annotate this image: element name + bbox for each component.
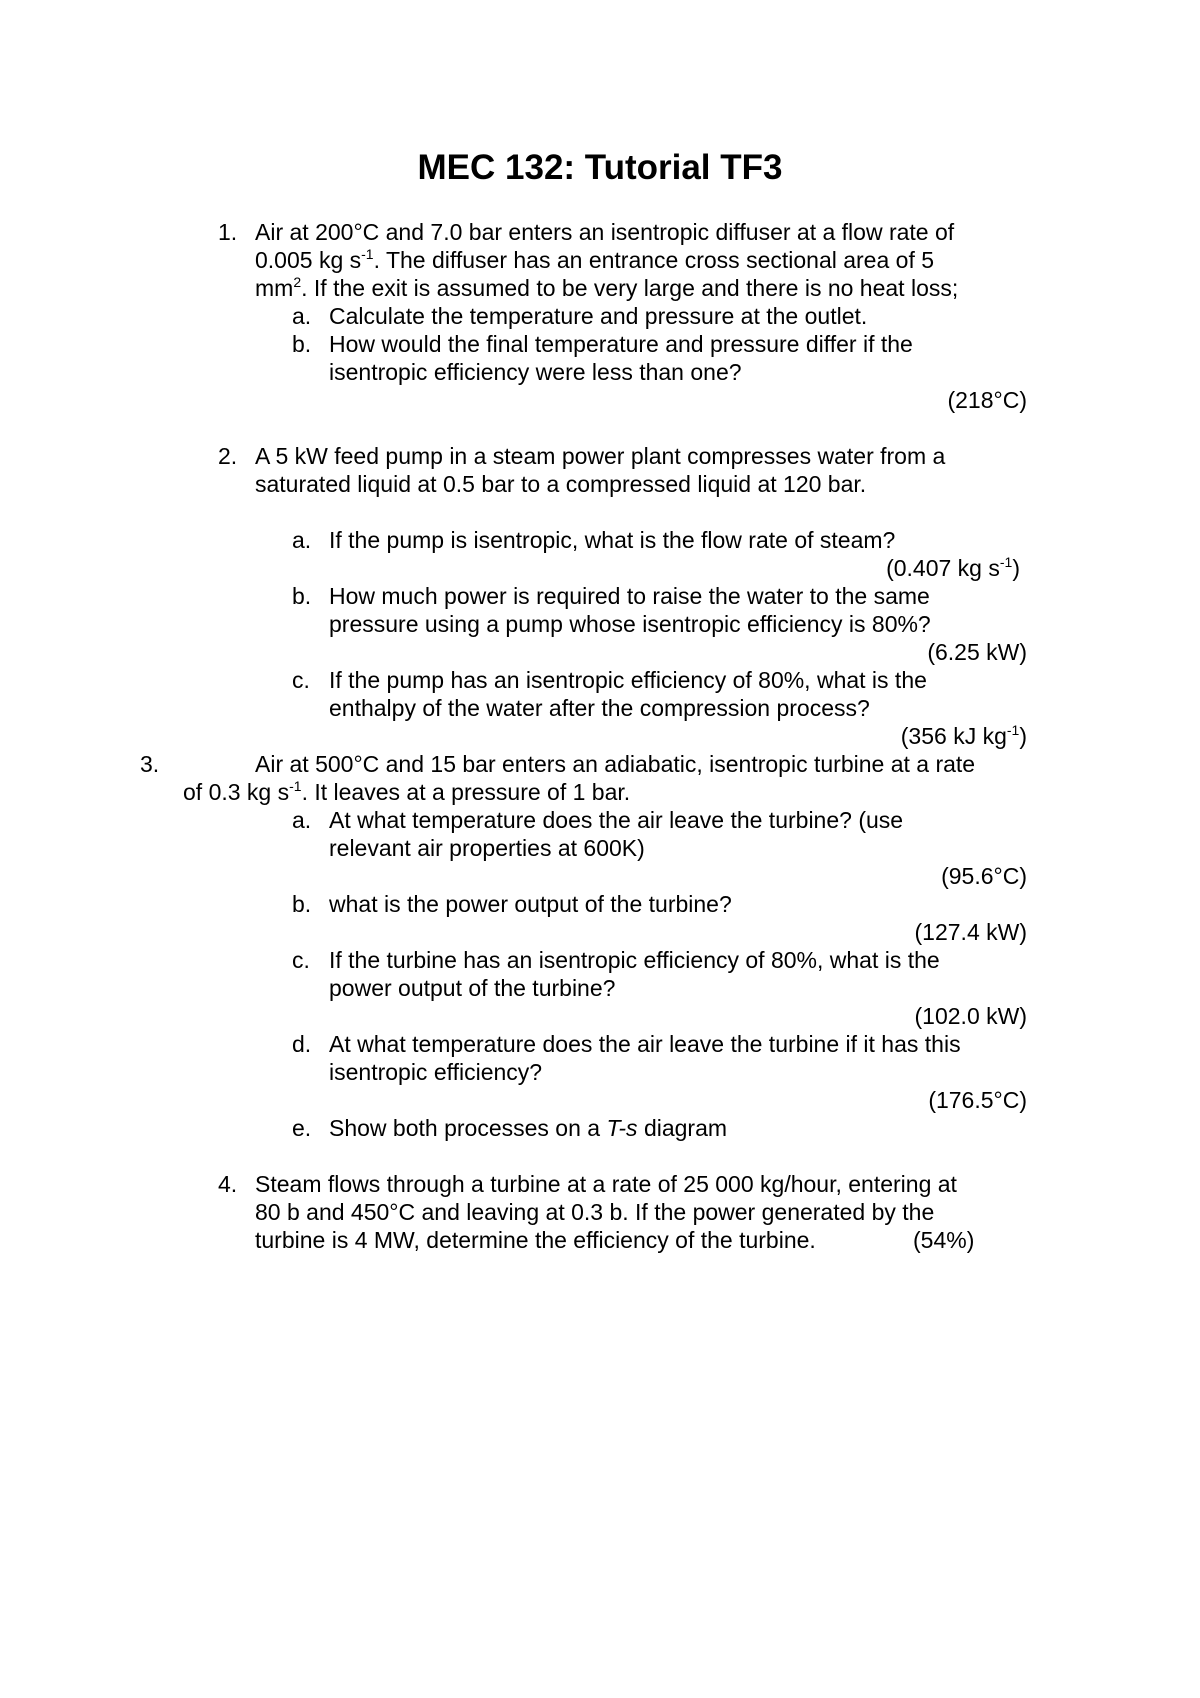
sub-question-text: At what temperature does the air leave the turbine if it has this (329, 1031, 961, 1057)
page-title: MEC 132: Tutorial TF3 (417, 148, 783, 187)
question-text: A 5 kW feed pump in a steam power plant compresses water from a (255, 443, 946, 469)
answer: (54%) (913, 1227, 975, 1253)
sub-question-label: b. (292, 331, 312, 357)
sub-question-text: pressure using a pump whose isentropic efficiency is 80%? (329, 611, 931, 637)
question-number: 4. (218, 1171, 238, 1197)
sub-question-label: a. (292, 807, 312, 833)
answer: (0.407 kg $s^{-1}$) (886, 554, 1020, 581)
question-text: turbine is 4 MW, determine the efficiency of the turbine. (255, 1227, 816, 1253)
sub-question-text: At what temperature does the air leave the turbine? (use (329, 807, 904, 833)
sub-question-text: If the pump is isentropic, what is the flow rate of steam? (329, 527, 896, 553)
answer: (127.4 kW) (914, 919, 1027, 945)
answer: (356 kJ $kg^{-1}$) (900, 722, 1027, 749)
sub-question-text: isentropic efficiency were less than one? (329, 359, 742, 385)
sub-question-text: Calculate the temperature and pressure at the outlet. (329, 303, 868, 329)
answer: (176.5°C) (928, 1087, 1027, 1113)
sub-question-label: b. (292, 891, 312, 917)
sub-question-text: How much power is required to raise the water to the same (329, 583, 930, 609)
sub-question-text: If the pump has an isentropic efficiency of 80%, what is the (329, 667, 927, 693)
sub-question-label: a. (292, 303, 312, 329)
answer: (95.6°C) (941, 863, 1027, 889)
sub-question-text: If the turbine has an isentropic efficiency of 80%, what is the (329, 947, 940, 973)
sub-question-label: d. (292, 1031, 312, 1057)
question-text: saturated liquid at 0.5 bar to a compressed liquid at 120 bar. (255, 471, 867, 497)
answer: (102.0 kW) (914, 1003, 1027, 1029)
question-text: $mm^2$. If the exit is assumed to be very large and there is no heat loss; (255, 274, 959, 301)
answer: (218°C) (947, 387, 1027, 413)
question-number: 2. (218, 443, 238, 469)
sub-question-text: Show both processes on a T-s diagram (329, 1115, 728, 1141)
question-text: Air at 500°C and 15 bar enters an adiabatic, isentropic turbine at a rate (255, 751, 976, 777)
sub-question-text: power output of the turbine? (329, 975, 616, 1001)
sub-question-label: a. (292, 527, 312, 553)
sub-question-text: isentropic efficiency? (329, 1059, 543, 1085)
sub-question-label: e. (292, 1115, 312, 1141)
question-text: 80 b and 450°C and leaving at 0.3 b. If the power generated by the (255, 1199, 935, 1225)
sub-question-text: enthalpy of the water after the compression process? (329, 695, 870, 721)
sub-question-text: what is the power output of the turbine? (329, 891, 732, 917)
question-text: Steam flows through a turbine at a rate of 25 000 kg/hour, entering at (255, 1171, 957, 1197)
question-number: 3. (140, 751, 160, 777)
question-text: 0.005 kg $s^{-1}$. The diffuser has an entrance cross sectional area of 5 (255, 246, 935, 273)
question-number: 1. (218, 219, 238, 245)
question-text: of 0.3 kg $s^{-1}$. It leaves at a pressure of 1 bar. (183, 778, 631, 805)
sub-question-label: b. (292, 583, 312, 609)
sub-question-label: c. (292, 667, 310, 693)
sub-question-text: How would the final temperature and pressure differ if the (329, 331, 913, 357)
question-text: Air at 200°C and 7.0 bar enters an isentropic diffuser at a flow rate of (255, 219, 955, 245)
answer: (6.25 kW) (927, 639, 1027, 665)
sub-question-text: relevant air properties at 600K) (329, 835, 645, 861)
sub-question-label: c. (292, 947, 310, 973)
